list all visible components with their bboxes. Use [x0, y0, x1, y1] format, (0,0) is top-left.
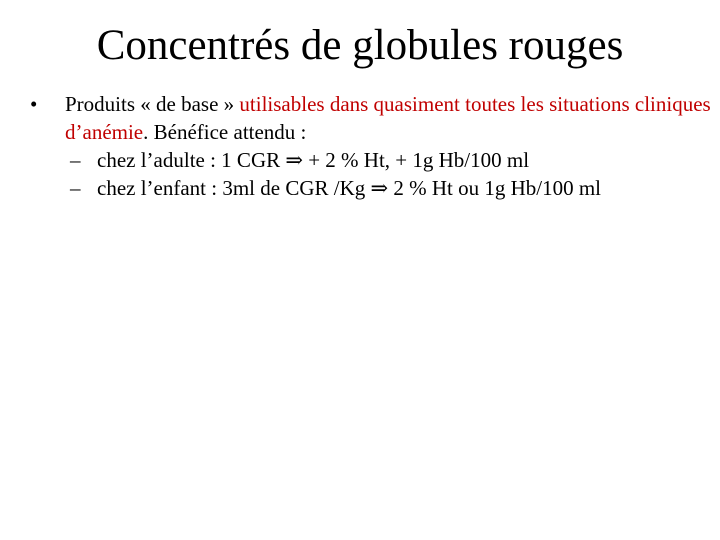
subbullet-adult — [30, 146, 716, 174]
bullet-text-part3: . Bénéfice attendu : — [143, 120, 307, 144]
bullet-text-highlight: utilisables dans quasiment toutes les situations cliniques d’anémie — [65, 92, 711, 144]
subbullet-text: chez l’adulte : 1 CGR ⇒ + 2 % Ht, + 1g Hb/100 ml — [97, 148, 530, 172]
bullet-marker: • — [30, 92, 38, 116]
subbullet-marker: – — [70, 176, 81, 200]
subbullet-text: chez l’enfant : 3ml de CGR /Kg ⇒ 2 % Ht ou 1g Hb/100 ml — [97, 176, 602, 200]
bullet-text-part1: Produits « de base » — [65, 92, 240, 116]
bullet-item — [30, 90, 716, 146]
subbullet-marker: – — [70, 148, 81, 172]
slide-body — [30, 90, 716, 202]
subbullet-child — [30, 174, 716, 202]
slide-title: Concentrés de globules rouges — [96, 22, 624, 69]
